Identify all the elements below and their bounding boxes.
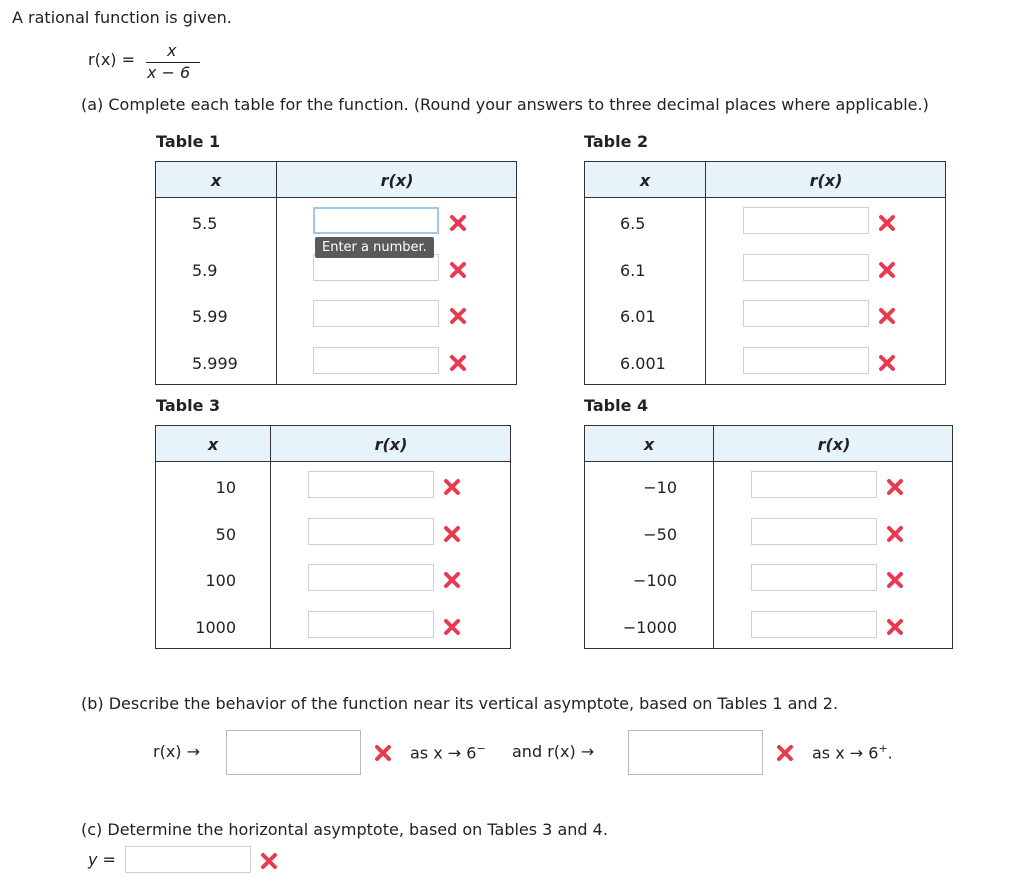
part-b-as-x-right: as x → 6+.: [812, 742, 893, 763]
incorrect-x-icon: [449, 354, 467, 372]
part-b-prompt: (b) Describe the behavior of the function near its vertical asymptote, based on Tables 1 and 2.: [81, 694, 839, 713]
table-2-divider: [705, 162, 706, 384]
table-1-x-1: 5.5: [192, 214, 218, 233]
table-1-col-r: r(x): [380, 171, 414, 190]
table-3-answer-2[interactable]: [308, 518, 434, 545]
table-4-answer-3[interactable]: [751, 564, 877, 591]
table-2-x-3: 6.01: [620, 307, 656, 326]
table-3-divider: [270, 426, 271, 648]
table-3-col-x: x: [207, 435, 219, 454]
table-4-x-4: −1000: [622, 618, 677, 637]
incorrect-x-icon: [374, 744, 392, 762]
table-4-answer-4[interactable]: [751, 611, 877, 638]
table-1-x-3: 5.99: [192, 307, 228, 326]
table-3-x-1: 10: [215, 478, 236, 497]
table-2-answer-1[interactable]: [743, 207, 869, 234]
incorrect-x-icon: [878, 354, 896, 372]
table-4-col-x: x: [643, 435, 655, 454]
input-tooltip: Enter a number.: [315, 237, 434, 258]
part-c-y-label: y =: [88, 850, 116, 869]
table-3-x-4: 1000: [195, 618, 236, 637]
incorrect-x-icon: [886, 478, 904, 496]
table-3-answer-1[interactable]: [308, 471, 434, 498]
table-1-x-2: 5.9: [192, 261, 218, 280]
plus-superscript: +: [878, 742, 888, 755]
table-2-title: Table 2: [584, 132, 649, 151]
incorrect-x-icon: [886, 618, 904, 636]
table-1-x-4: 5.999: [192, 354, 238, 373]
incorrect-x-icon: [449, 214, 467, 232]
function-numerator: x: [167, 41, 177, 60]
left-limit-answer[interactable]: [226, 730, 361, 775]
table-1-answer-2[interactable]: [313, 254, 439, 281]
table-2-x-1: 6.5: [620, 214, 646, 233]
table-4-x-3: −100: [633, 571, 677, 590]
table-2-col-r: r(x): [809, 171, 843, 190]
table-2-x-4: 6.001: [620, 354, 666, 373]
minus-superscript: −: [476, 742, 486, 755]
table-3-col-r: r(x): [374, 435, 408, 454]
incorrect-x-icon: [878, 214, 896, 232]
function-lhs: r(x) =: [88, 50, 136, 69]
table-1-answer-3[interactable]: [313, 300, 439, 327]
table-4-x-2: −50: [643, 525, 677, 544]
table-4-col-r: r(x): [817, 435, 851, 454]
part-b-r-arrow: r(x) →: [153, 742, 201, 761]
table-2-x-2: 6.1: [620, 261, 646, 280]
table-1-answer-4[interactable]: [313, 347, 439, 374]
incorrect-x-icon: [443, 478, 461, 496]
incorrect-x-icon: [878, 307, 896, 325]
incorrect-x-icon: [886, 525, 904, 543]
incorrect-x-icon: [443, 525, 461, 543]
horizontal-asymptote-answer[interactable]: [125, 846, 251, 873]
table-3-answer-3[interactable]: [308, 564, 434, 591]
table-2-col-x: x: [639, 171, 651, 190]
intro-text: A rational function is given.: [12, 8, 232, 27]
incorrect-x-icon: [886, 571, 904, 589]
table-3-x-3: 100: [205, 571, 236, 590]
table-3-x-2: 50: [215, 525, 236, 544]
part-c-prompt: (c) Determine the horizontal asymptote, based on Tables 3 and 4.: [81, 820, 608, 839]
table-3-answer-4[interactable]: [308, 611, 434, 638]
table-4-answer-2[interactable]: [751, 518, 877, 545]
incorrect-x-icon: [449, 261, 467, 279]
table-3-title: Table 3: [156, 396, 221, 415]
table-2-answer-4[interactable]: [743, 347, 869, 374]
table-2-answer-2[interactable]: [743, 254, 869, 281]
table-1-answer-1[interactable]: [313, 207, 439, 234]
incorrect-x-icon: [449, 307, 467, 325]
part-b-as-x-left: as x → 6−: [410, 742, 486, 763]
part-b-and-r: and r(x) →: [512, 742, 595, 761]
table-1-col-x: x: [210, 171, 222, 190]
right-limit-answer[interactable]: [628, 730, 763, 775]
incorrect-x-icon: [260, 852, 278, 870]
incorrect-x-icon: [776, 744, 794, 762]
table-2-answer-3[interactable]: [743, 300, 869, 327]
function-denominator: x − 6: [147, 63, 191, 82]
table-4-x-1: −10: [643, 478, 677, 497]
table-1-divider: [276, 162, 277, 384]
incorrect-x-icon: [443, 618, 461, 636]
table-1-title: Table 1: [156, 132, 221, 151]
incorrect-x-icon: [878, 261, 896, 279]
table-4-divider: [713, 426, 714, 648]
table-4-title: Table 4: [584, 396, 649, 415]
part-a-prompt: (a) Complete each table for the function. (Round your answers to three decimal places where applicable.): [81, 95, 929, 114]
table-4-answer-1[interactable]: [751, 471, 877, 498]
incorrect-x-icon: [443, 571, 461, 589]
